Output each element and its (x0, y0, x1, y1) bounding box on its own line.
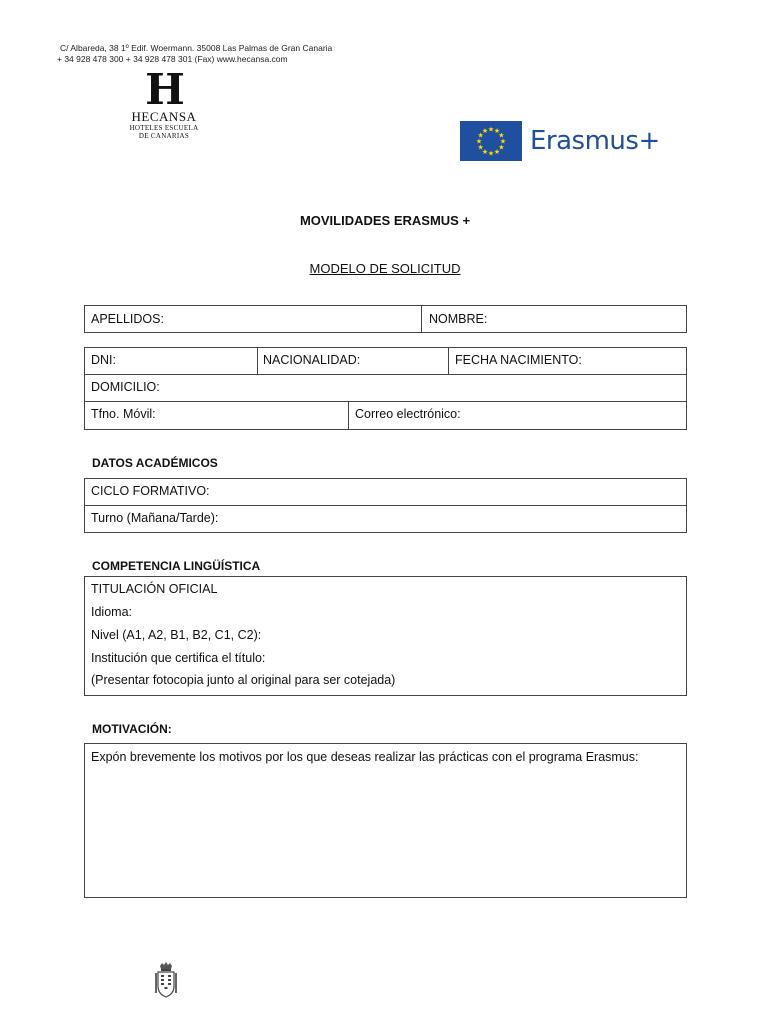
nombre-field[interactable]: NOMBRE: (429, 312, 488, 326)
name-table (84, 305, 687, 333)
canarias-crest-icon (153, 962, 179, 998)
language-line-institucion: Institución que certifica el título: (91, 651, 266, 665)
nacionalidad-field[interactable]: NACIONALIDAD: (263, 353, 361, 367)
language-line-titulacion: TITULACIÓN OFICIAL (91, 582, 218, 596)
erasmus-logo-text: Erasmus+ (530, 126, 660, 156)
eu-star-icon: ★ (477, 132, 484, 140)
apellidos-field[interactable]: APELLIDOS: (91, 312, 164, 326)
hecansa-logo-name: HECANSA (131, 109, 197, 124)
academic-heading: DATOS ACADÉMICOS (92, 456, 218, 470)
ciclo-formativo-field[interactable]: CICLO FORMATIVO: (91, 484, 210, 498)
eu-star-icon: ★ (487, 150, 495, 158)
eu-flag-icon (460, 121, 522, 161)
eu-star-icon: ★ (493, 148, 501, 156)
motivation-heading: MOTIVACIÓN: (92, 722, 172, 736)
personal-table (84, 347, 687, 430)
motivation-prompt: Expón brevemente los motivos por los que deseas realizar las prácticas con el programa Erasmus: (91, 750, 639, 764)
eu-star-icon: ★ (493, 128, 501, 136)
language-line-idioma: Idioma: (91, 605, 132, 619)
eu-star-icon: ★ (498, 144, 505, 152)
hecansa-logo-sub2: DE CANARIAS (138, 132, 190, 140)
document-title: MOVILIDADES ERASMUS + (299, 213, 471, 228)
erasmus-logo (460, 120, 660, 162)
language-box[interactable] (84, 576, 687, 696)
hecansa-logo-sub1: HOTELES ESCUELA (129, 124, 199, 132)
turno-field[interactable]: Turno (Mañana/Tarde): (91, 511, 219, 525)
academic-table (84, 478, 687, 533)
document-subtitle: MODELO DE SOLICITUD (309, 261, 461, 276)
eu-star-icon: ★ (481, 128, 489, 136)
motivation-box[interactable] (84, 743, 687, 898)
eu-star-icon: ★ (487, 126, 495, 134)
hecansa-logo-mark: H (145, 65, 183, 114)
eu-star-icon: ★ (475, 138, 483, 146)
hecansa-logo (118, 65, 210, 150)
address-line: C/ Albareda, 38 1º Edif. Woermann. 35008 Las Palmas de Gran Canaria (60, 43, 333, 53)
language-line-nivel: Nivel (A1, A2, B1, B2, C1, C2): (91, 628, 262, 642)
eu-star-icon: ★ (477, 144, 484, 152)
language-line-fotocopia: (Presentar fotocopia junto al original para ser cotejada) (91, 673, 396, 687)
language-heading: COMPETENCIA LINGÜÍSTICA (92, 559, 261, 573)
fecha-nacimiento-field[interactable]: FECHA NACIMIENTO: (455, 353, 582, 367)
eu-star-icon: ★ (481, 148, 489, 156)
correo-field[interactable]: Correo electrónico: (355, 407, 461, 421)
tfno-movil-field[interactable]: Tfno. Móvil: (91, 407, 156, 421)
domicilio-field[interactable]: DOMICILIO: (91, 380, 160, 394)
eu-star-icon: ★ (499, 138, 507, 146)
eu-star-icon: ★ (498, 132, 505, 140)
dni-field[interactable]: DNI: (91, 353, 116, 367)
phone-line: + 34 928 478 300 + 34 928 478 301 (Fax) www.hecansa.com (57, 54, 288, 64)
